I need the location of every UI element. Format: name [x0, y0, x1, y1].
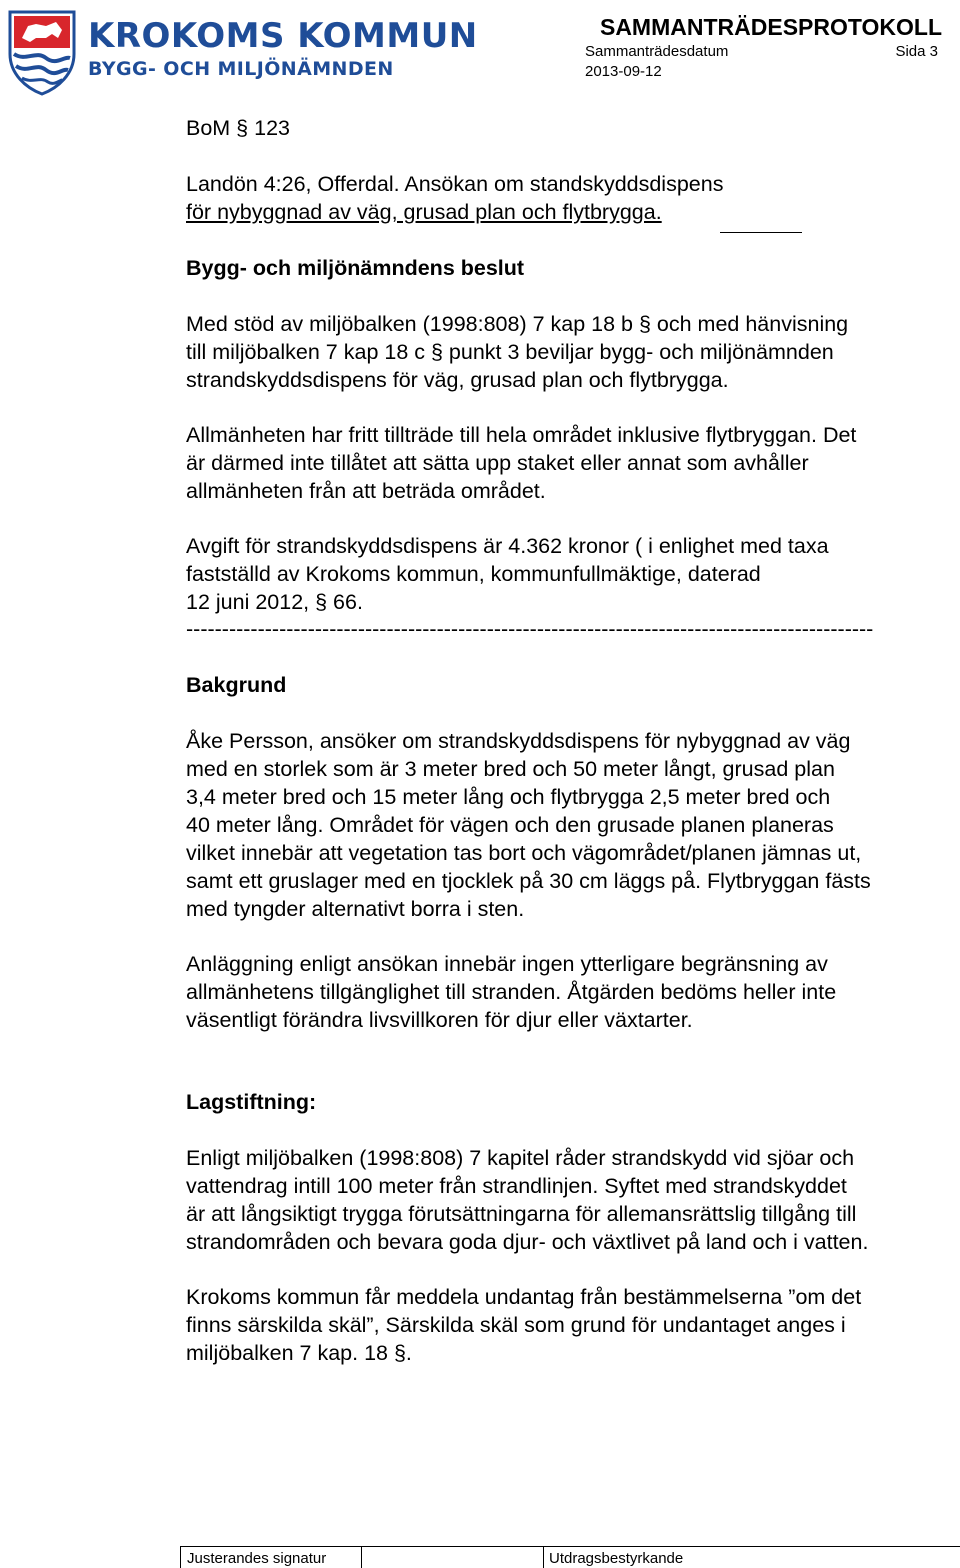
- logo-org-name: KROKOMS KOMMUN: [88, 16, 478, 56]
- decision-heading: Bygg- och miljönämndens beslut: [186, 256, 525, 280]
- decision-p3-line: 12 juni 2012, § 66.: [186, 590, 363, 614]
- background-p2-line: allmänhetens tillgänglighet till stranden. Åtgärden bedöms heller inte: [186, 980, 837, 1004]
- law-p1-line: är att långsiktigt trygga förutsättningarna för allemansrättslig tillgång till: [186, 1202, 857, 1226]
- law-p2-line: finns särskilda skäl”, Särskilda skäl som grund för undantaget anges i: [186, 1313, 846, 1337]
- decision-p2-line: allmänheten från att beträda området.: [186, 479, 546, 503]
- decision-p3-line: Avgift för strandskyddsdispens är 4.362 kronor ( i enlighet med taxa: [186, 534, 829, 558]
- subject-underline: [720, 232, 802, 233]
- decision-p1-line: till miljöbalken 7 kap 18 c § punkt 3 beviljar bygg- och miljönämnden: [186, 340, 834, 364]
- signature-footer: [180, 1546, 960, 1568]
- decision-p1-line: strandskyddsdispens för väg, grusad plan och flytbrygga.: [186, 368, 729, 392]
- footer-divider: [361, 1547, 362, 1568]
- law-p1-line: Enligt miljöbalken (1998:808) 7 kapitel råder strandskydd vid sjöar och: [186, 1146, 855, 1170]
- background-p2-line: väsentligt förändra livsvillkoren för djur eller växtarter.: [186, 1008, 693, 1032]
- background-p1-line: med en storlek som är 3 meter bred och 50 meter långt, grusad plan: [186, 757, 835, 781]
- case-number: BoM § 123: [186, 116, 290, 140]
- background-p1-line: vilket innebär att vegetation tas bort och vägområdet/planen jämnas ut,: [186, 841, 862, 865]
- decision-p3-line: fastställd av Krokoms kommun, kommunfullmäktige, daterad: [186, 562, 761, 586]
- background-p2-line: Anläggning enligt ansökan innebär ingen ytterligare begränsning av: [186, 952, 828, 976]
- signature-label: Justerandes signatur: [187, 1550, 327, 1567]
- background-heading: Bakgrund: [186, 673, 287, 697]
- decision-p2-line: är därmed inte tillåtet att sätta upp staket eller annat som avhåller: [186, 451, 809, 475]
- page-number: Sida 3: [895, 43, 938, 60]
- footer-divider: [543, 1547, 544, 1568]
- law-p2-line: Krokoms kommun får meddela undantag från bestämmelserna ”om det: [186, 1285, 862, 1309]
- section-separator: ------------------------------------------------------------------------------------------------: [186, 617, 874, 641]
- municipality-logo: [6, 8, 478, 96]
- meeting-date: 2013-09-12: [585, 63, 662, 80]
- logo-board-name: BYGG- OCH MILJÖNÄMNDEN: [88, 58, 394, 80]
- background-p1-line: Åke Persson, ansöker om strandskyddsdispens för nybyggnad av väg: [186, 729, 851, 753]
- background-p1-line: samt ett gruslager med en tjocklek på 30 cm läggs på. Flytbryggan fästs: [186, 869, 871, 893]
- extract-certification-label: Utdragsbestyrkande: [549, 1550, 684, 1567]
- law-p1-line: strandområden och bevara goda djur- och växtlivet på land och i vatten.: [186, 1230, 869, 1254]
- law-heading: Lagstiftning:: [186, 1090, 317, 1114]
- background-p1-line: med tyngder alternativt borra i sten.: [186, 897, 525, 921]
- decision-p2-line: Allmänheten har fritt tillträde till hela området inklusive flytbryggan. Det: [186, 423, 857, 447]
- document-title: SAMMANTRÄDESPROTOKOLL: [599, 14, 942, 40]
- coat-of-arms-icon: [6, 8, 78, 96]
- meeting-date-label: Sammanträdesdatum: [585, 43, 729, 60]
- background-p1-line: 3,4 meter bred och 15 meter lång och flytbrygga 2,5 meter bred och: [186, 785, 831, 809]
- case-subject-line-2: för nybyggnad av väg, grusad plan och flytbrygga.: [186, 200, 662, 224]
- case-subject-line-1: Landön 4:26, Offerdal. Ansökan om standskyddsdispens: [186, 172, 724, 196]
- decision-p1-line: Med stöd av miljöbalken (1998:808) 7 kap 18 b § och med hänvisning: [186, 312, 849, 336]
- background-p1-line: 40 meter lång. Området för vägen och den grusade planen planeras: [186, 813, 834, 837]
- law-p1-line: vattendrag intill 100 meter från strandlinjen. Syftet med strandskyddet: [186, 1174, 847, 1198]
- law-p2-line: miljöbalken 7 kap. 18 §.: [186, 1341, 412, 1365]
